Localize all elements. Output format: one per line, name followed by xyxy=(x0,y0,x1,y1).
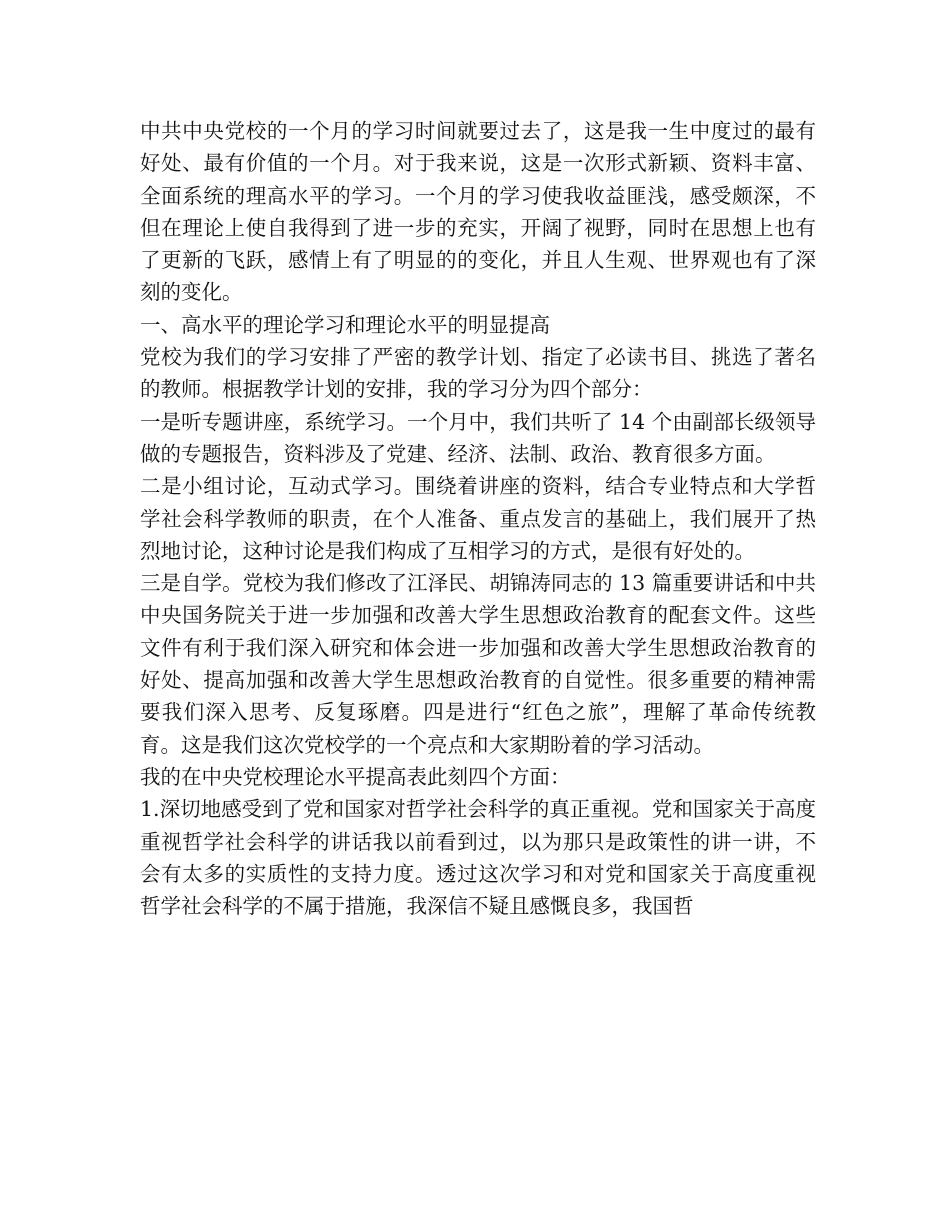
lecture-paragraph: 一是听专题讲座，系统学习。一个月中，我们共听了 14 个由副部长级领导做的专题报告，资料涉及了党建、经济、法制、政治、教育很多方面。 xyxy=(140,409,816,466)
discussion-paragraph: 二是小组讨论，互动式学习。围绕着讲座的资料，结合专业特点和大学哲学社会科学教师的职责，在个人准备、重点发言的基础上，我们展开了热烈地讨论，这种讨论是我们构成了互相学习的方式，是很有好处的。 xyxy=(140,474,816,563)
section-heading: 一、高水平的理论学习和理论水平的明显提高 xyxy=(140,312,550,337)
improvement-intro-paragraph: 我的在中央党校理论水平提高表此刻四个方面： xyxy=(140,764,571,789)
self-study-paragraph: 三是自学。党校为我们修改了江泽民、胡锦涛同志的 13 篇重要讲话和中共中央国务院关于进一步加强和改善大学生思想政治教育的配套文件。这些文件有利于我们深入研究和体会进一步加强和改善大学生思想政治教育的好处、提高加强和改善大学生思想政治教育的自觉性。很多重要的精神需要我们深入思考、反复琢磨。四是进行“红色之旅”，理解了革命传统教育。这是我们这次党校学的一个亮点和大家期盼着的学习活动。 xyxy=(140,571,816,757)
study-plan-paragraph: 党校为我们的学习安排了严密的教学计划、指定了必读书目、挑选了著名的教师。根据教学计划的安排，我的学习分为四个部分： xyxy=(140,345,816,402)
point-one-paragraph: 1.深切地感受到了党和国家对哲学社会科学的真正重视。党和国家关于高度重视哲学社会科学的讲话我以前看到过，以为那只是政策性的讲一讲，不会有太多的实质性的支持力度。透过这次学习和对党和国家关于高度重视哲学社会科学的不属于措施，我深信不疑且感慨良多，我国哲 xyxy=(140,797,816,919)
intro-paragraph: 中共中央党校的一个月的学习时间就要过去了，这是我一生中度过的最有好处、最有价值的一个月。对于我来说，这是一次形式新颖、资料丰富、全面系统的理高水平的学习。一个月的学习使我收益匪浅，感受颇深，不但在理论上使自我得到了进一步的充实，开阔了视野，同时在思想上也有了更新的飞跃，感情上有了明显的的变化，并且人生观、世界观也有了深刻的变化。 xyxy=(140,119,816,305)
document-body xyxy=(140,115,816,922)
